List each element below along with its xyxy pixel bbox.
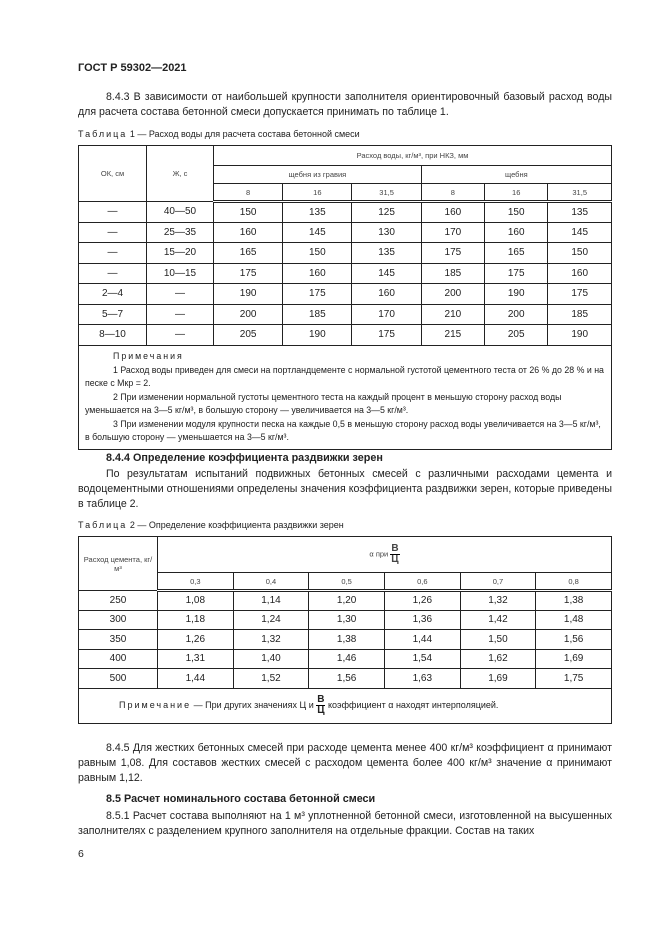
document-header: ГОСТ Р 59302—2021 <box>78 62 187 74</box>
col-header-size: 31,5 <box>352 184 421 202</box>
table-cell: 1,40 <box>233 649 309 669</box>
table-cell: 1,54 <box>384 649 460 669</box>
table-cell: 1,56 <box>309 669 385 689</box>
table-cell: 10—15 <box>147 263 214 284</box>
col-header-water: Расход воды, кг/м³, при НКЗ, мм <box>214 146 612 166</box>
table-cell: 185 <box>548 304 612 325</box>
table-cell: 1,14 <box>233 591 309 611</box>
table-cell: 500 <box>79 669 158 689</box>
table-row <box>79 202 612 223</box>
table-cell: 130 <box>352 222 421 243</box>
table-cell: 1,44 <box>384 630 460 650</box>
table-cell: 160 <box>421 202 484 223</box>
table-cell: 1,50 <box>460 630 536 650</box>
col-header-ratio: 0,4 <box>233 573 309 591</box>
table-cell: 1,18 <box>158 610 234 630</box>
table-cell: 1,20 <box>309 591 385 611</box>
table-cell: 145 <box>283 222 352 243</box>
paragraph-8-4-3: 8.4.3 В зависимости от наибольшей крупности заполнителя ориентировочный базовый расход воды для расчета состава бетонной смеси допускается принимать по таблице 1. <box>78 91 612 118</box>
table-cell: 150 <box>283 243 352 264</box>
heading-8-4-4: 8.4.4 Определение коэффициента раздвижки зерен <box>106 452 383 464</box>
table-cell: 205 <box>214 325 283 346</box>
table-row <box>79 669 612 689</box>
col-header-zh: Ж, с <box>147 146 214 202</box>
table-cell: 1,08 <box>158 591 234 611</box>
table-row <box>79 325 612 346</box>
table-cell: 1,69 <box>460 669 536 689</box>
col-header-ratio: 0,6 <box>384 573 460 591</box>
table-cell: 2—4 <box>79 284 147 305</box>
col-header-size: 16 <box>283 184 352 202</box>
table-cell: 175 <box>485 263 548 284</box>
table-cell: 185 <box>421 263 484 284</box>
table-cell: 300 <box>79 610 158 630</box>
table-cell: 1,46 <box>309 649 385 669</box>
note-1: 1 Расход воды приведен для смеси на портландцементе с нормальной густотой цементного теста от 26 % до 28 % и на песке с Мкр = 2. <box>85 365 604 388</box>
col-header-alpha <box>158 537 612 573</box>
table-cell: 1,38 <box>536 591 612 611</box>
table-cell: 1,30 <box>309 610 385 630</box>
table-cell: 1,38 <box>309 630 385 650</box>
col-header-gravel: щебня из гравия <box>214 166 422 184</box>
table-cell: 8—10 <box>79 325 147 346</box>
table-cell: 175 <box>283 284 352 305</box>
col-header-ok: ОК, см <box>79 146 147 202</box>
table-cell: 145 <box>548 222 612 243</box>
table-2-caption <box>78 520 344 530</box>
table-cell: 200 <box>214 304 283 325</box>
frac-num: В <box>317 694 325 705</box>
table-cell: — <box>147 325 214 346</box>
table-cell: 1,31 <box>158 649 234 669</box>
table-cell: 170 <box>352 304 421 325</box>
table-cell: 160 <box>283 263 352 284</box>
paragraph-8-4-5: 8.4.5 Для жестких бетонных смесей при расходе цемента менее 400 кг/м³ коэффициент α принимают равным 1,08. Для составов жестких смесей с расходом цемента более 400 кг/м³ значение α принимают равным 1,12. <box>78 742 612 784</box>
table-cell: 1,26 <box>158 630 234 650</box>
col-header-ratio: 0,8 <box>536 573 612 591</box>
table-cell: — <box>147 284 214 305</box>
heading-8-5: 8.5 Расчет номинального состава бетонной смеси <box>106 793 376 805</box>
table-cell: 1,36 <box>384 610 460 630</box>
table-cell: 210 <box>421 304 484 325</box>
table-cell: 215 <box>421 325 484 346</box>
wc-fraction <box>390 544 399 565</box>
table-cell: 1,48 <box>536 610 612 630</box>
table-cell: 200 <box>421 284 484 305</box>
table-1-caption <box>78 129 360 139</box>
table-cell: 1,62 <box>460 649 536 669</box>
table-cell: 5—7 <box>79 304 147 325</box>
col-header-cement: Расход цемента, кг/м³ <box>79 537 158 591</box>
note-3: 3 При изменении модуля крупности песка на каждые 0,5 в меньшую сторону расход воды увеличивается на 3—5 кг/м³, в большую сторону — уменьшается на 3—5 кг/м³. <box>85 419 601 442</box>
table-cell: 135 <box>352 243 421 264</box>
table-cell: 1,42 <box>460 610 536 630</box>
table-cell: 1,63 <box>384 669 460 689</box>
paragraph-8-4-4: По результатам испытаний подвижных бетонных смесей с различными расходами цемента и водоцементными отношениями определены значения коэффициента раздвижки зерен, которые приведены в таблице 2. <box>78 468 612 510</box>
table-cell: 400 <box>79 649 158 669</box>
table-cell: 185 <box>283 304 352 325</box>
wc-fraction <box>316 695 325 716</box>
table-row <box>79 222 612 243</box>
table-row <box>79 243 612 264</box>
table-cell: 1,44 <box>158 669 234 689</box>
caption-text: 1 — Расход воды для расчета состава бетонной смеси <box>129 129 360 139</box>
note-text-a: — При других значениях Ц и <box>193 699 314 710</box>
table-cell: 175 <box>352 325 421 346</box>
table-cell: 165 <box>485 243 548 264</box>
paragraph-8-5-1: 8.5.1 Расчет состава выполняют на 1 м³ уплотненной бетонной смеси, изготовленной на высушенных заполнителях с разделением крупного заполнителя на отдельные фракции. Состав на таких <box>78 810 612 837</box>
col-header-crushed: щебня <box>421 166 611 184</box>
table-cell: — <box>79 243 147 264</box>
col-header-ratio: 0,5 <box>309 573 385 591</box>
table-2-note <box>79 688 612 723</box>
table-cell: 125 <box>352 202 421 223</box>
table-cell: 350 <box>79 630 158 650</box>
table-cell: 1,56 <box>536 630 612 650</box>
table-cell: 25—35 <box>147 222 214 243</box>
col-header-size: 16 <box>485 184 548 202</box>
table-cell: — <box>147 304 214 325</box>
table-cell: 1,26 <box>384 591 460 611</box>
table-cell: 145 <box>352 263 421 284</box>
table-cell: 160 <box>214 222 283 243</box>
table-cell: 135 <box>548 202 612 223</box>
frac-den: Ц <box>317 705 325 716</box>
col-header-ratio: 0,3 <box>158 573 234 591</box>
table-cell: 150 <box>548 243 612 264</box>
note-2: 2 При изменении нормальной густоты цементного теста на каждый процент в меньшую сторону расход воды уменьшается на 3—5 кг/м³, в большую сторону — увеличивается на 3—5 кг/м³. <box>85 392 562 415</box>
notes-title: Примечания <box>113 350 184 361</box>
table-row <box>79 284 612 305</box>
table-cell: — <box>79 202 147 223</box>
table-cell: 250 <box>79 591 158 611</box>
table-row <box>79 630 612 650</box>
table-cell: 175 <box>548 284 612 305</box>
alpha-label: α при <box>369 549 389 559</box>
col-header-size: 8 <box>421 184 484 202</box>
table-cell: 1,69 <box>536 649 612 669</box>
note-label: Примечание <box>119 699 192 710</box>
table-cell: 150 <box>214 202 283 223</box>
table-cell: 200 <box>485 304 548 325</box>
table-row <box>79 304 612 325</box>
table-2 <box>78 536 612 724</box>
table-cell: — <box>79 263 147 284</box>
table-cell: 175 <box>421 243 484 264</box>
table-cell: 150 <box>485 202 548 223</box>
table-cell: 160 <box>548 263 612 284</box>
table-cell: — <box>79 222 147 243</box>
table-cell: 40—50 <box>147 202 214 223</box>
table-cell: 190 <box>548 325 612 346</box>
table-cell: 190 <box>283 325 352 346</box>
col-header-size: 31,5 <box>548 184 612 202</box>
table-row <box>79 610 612 630</box>
table-1 <box>78 145 612 450</box>
note-text-b: коэффициент α находят интерполяцией. <box>328 699 499 710</box>
table-cell: 1,75 <box>536 669 612 689</box>
table-row <box>79 263 612 284</box>
table-row <box>79 649 612 669</box>
table-cell: 1,32 <box>233 630 309 650</box>
table-cell: 15—20 <box>147 243 214 264</box>
caption-label: Таблица <box>78 520 128 530</box>
table-cell: 1,52 <box>233 669 309 689</box>
table-cell: 1,24 <box>233 610 309 630</box>
col-header-size: 8 <box>214 184 283 202</box>
table-cell: 135 <box>283 202 352 223</box>
caption-text: 2 — Определение коэффициента раздвижки зерен <box>129 520 344 530</box>
col-header-ratio: 0,7 <box>460 573 536 591</box>
table-cell: 190 <box>214 284 283 305</box>
page-number: 6 <box>78 848 84 860</box>
table-cell: 175 <box>214 263 283 284</box>
table-cell: 1,32 <box>460 591 536 611</box>
frac-den: Ц <box>391 554 399 565</box>
table-cell: 190 <box>485 284 548 305</box>
table-cell: 170 <box>421 222 484 243</box>
table-cell: 205 <box>485 325 548 346</box>
table-1-notes <box>79 345 612 450</box>
table-cell: 165 <box>214 243 283 264</box>
frac-num: В <box>391 543 399 554</box>
table-row <box>79 591 612 611</box>
caption-label: Таблица <box>78 129 128 139</box>
table-cell: 160 <box>352 284 421 305</box>
table-cell: 160 <box>485 222 548 243</box>
